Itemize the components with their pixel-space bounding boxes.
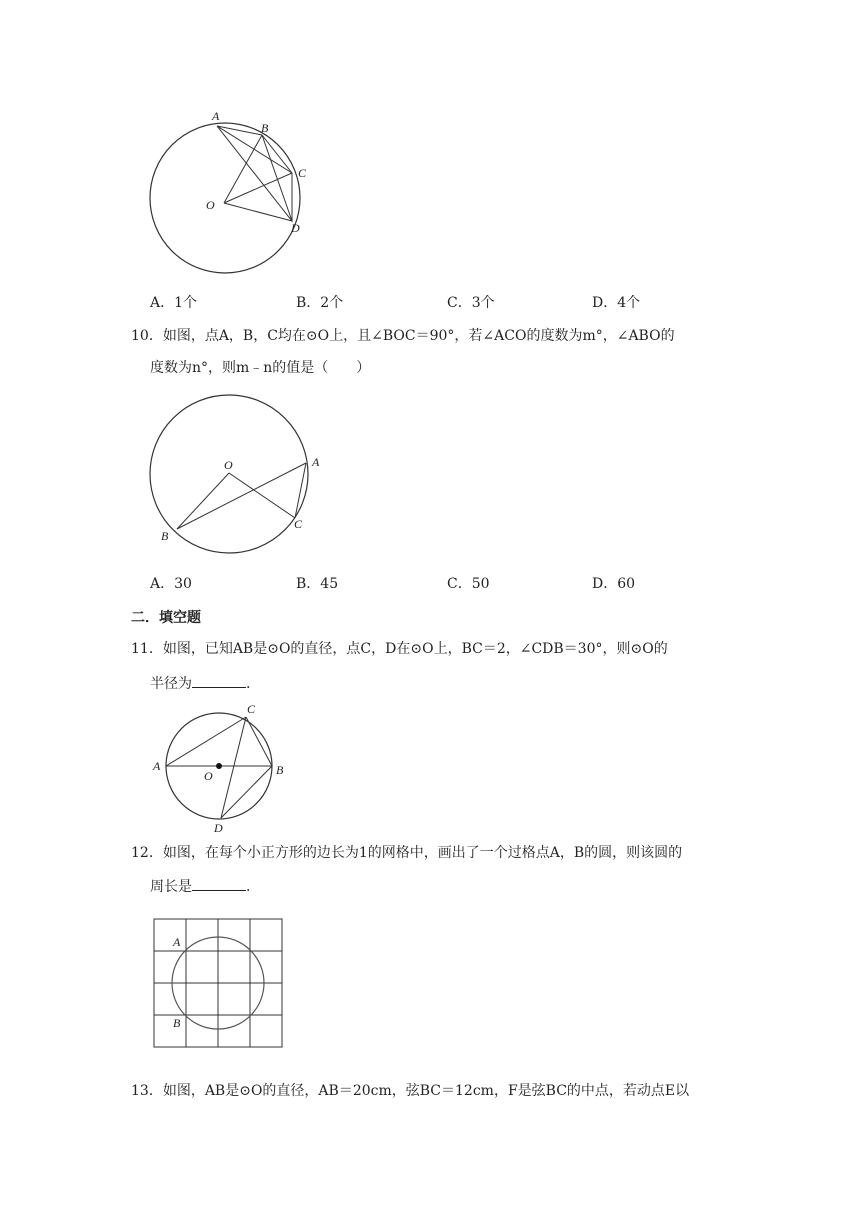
q10-option-c: C．50: [447, 576, 490, 592]
q9-label-b: B: [261, 121, 269, 135]
q12-figure: [150, 915, 290, 1050]
q10-label-c: C: [294, 517, 303, 531]
q10-option-a: A．30: [150, 576, 192, 592]
q12-line2-prefix: 周长是: [150, 879, 192, 895]
q12-stem-line2: [150, 876, 250, 897]
q9-option-c: C．3个: [447, 295, 495, 311]
q11-label-d: D: [214, 821, 223, 835]
q11-label-o: O: [204, 769, 213, 783]
q11-figure: [150, 700, 295, 835]
q11-label-c: C: [247, 702, 256, 716]
q9-label-o: O: [206, 198, 215, 212]
q11-label-b: B: [276, 763, 284, 777]
q9-label-d: D: [291, 221, 300, 235]
q9-option-d: D．4个: [592, 295, 641, 311]
q9-option-b: B．2个: [296, 295, 344, 311]
q10-label-b: B: [161, 529, 169, 543]
q10-stem-line1: 10．如图，点A，B，C均在⊙O上，且∠BOC＝90°，若∠ACO的度数为m°，∠ABO的: [131, 328, 675, 344]
q12-answer-blank: [192, 876, 246, 891]
section-title: 二．填空题: [131, 610, 201, 626]
q10-option-d: D．60: [592, 576, 636, 592]
q10-option-b: B．45: [296, 576, 339, 592]
q9-label-a: A: [212, 109, 220, 123]
q10-label-a: A: [312, 455, 320, 469]
q9-figure: [140, 108, 340, 278]
q10-figure: [140, 385, 340, 560]
q10-stem-line2: 度数为n°，则m﹣n的值是（ ）: [150, 360, 371, 376]
q11-answer-blank: [192, 673, 246, 688]
q11-label-a: A: [153, 759, 161, 773]
q11-line2-prefix: 半径为: [150, 676, 192, 692]
q12-stem-line1: 12．如图，在每个小正方形的边长为1的网格中，画出了一个过格点A，B的圆，则该圆的: [131, 845, 683, 861]
q10-label-o: O: [224, 458, 233, 472]
q9-option-a: A．1个: [150, 295, 198, 311]
q12-label-b: B: [173, 1016, 181, 1030]
q13-stem-line1: 13．如图，AB是⊙O的直径，AB＝20cm，弦BC＝12cm，F是弦BC的中点，若动点E以: [131, 1083, 690, 1099]
q11-line2-suffix: .: [246, 676, 251, 692]
q12-label-a: A: [173, 935, 181, 949]
q11-stem-line1: 11．如图，已知AB是⊙O的直径，点C，D在⊙O上，BC＝2，∠CDB＝30°，则⊙O的: [131, 641, 668, 657]
q12-line2-suffix: .: [246, 879, 251, 895]
q11-stem-line2: [150, 673, 250, 694]
q9-label-c: C: [298, 166, 307, 180]
